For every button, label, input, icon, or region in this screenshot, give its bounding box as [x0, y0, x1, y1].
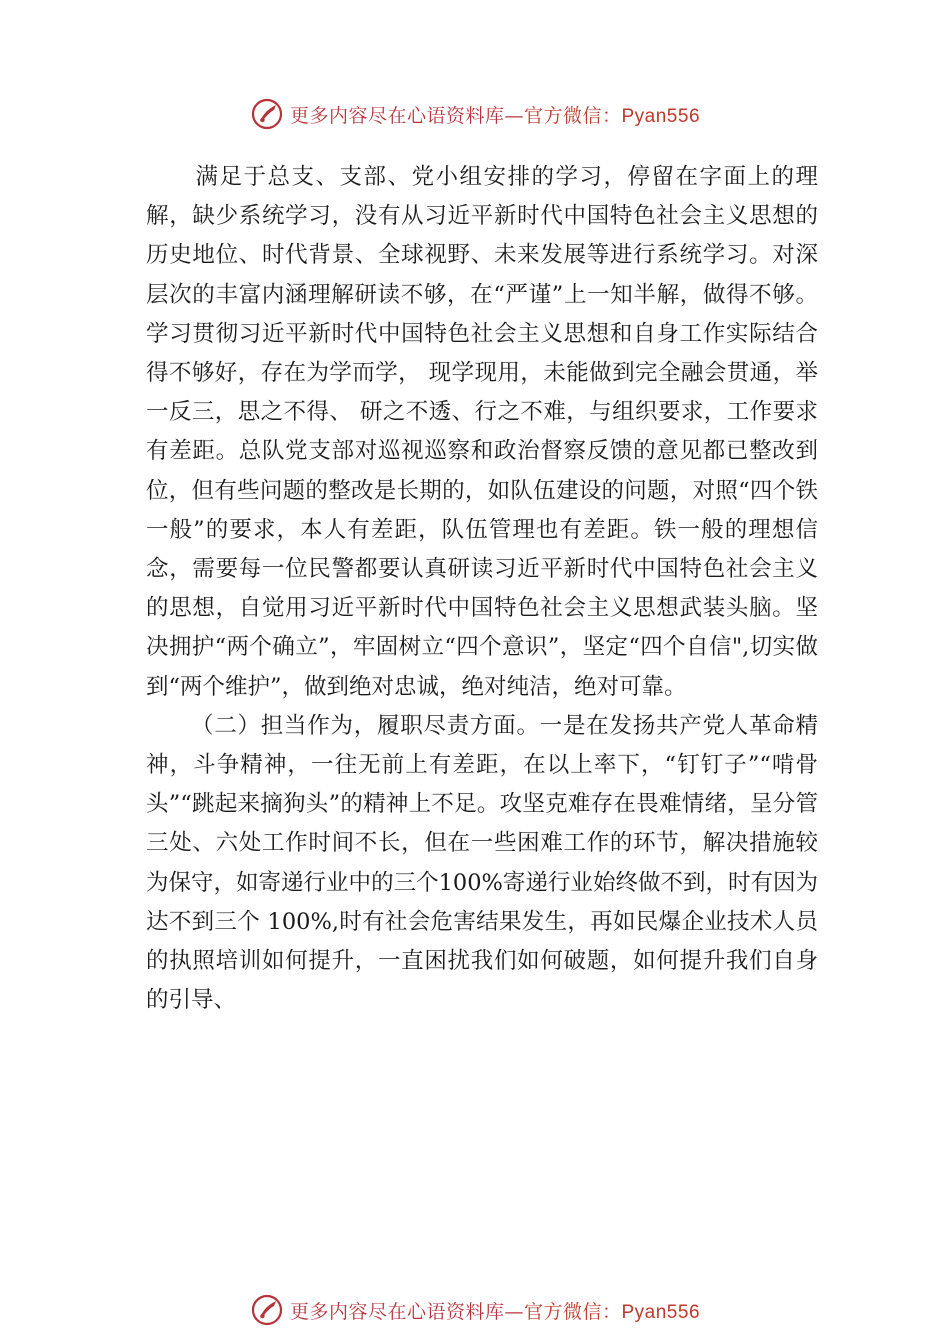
banner-text [290, 101, 700, 128]
banner-separator: — [504, 1300, 524, 1323]
banner-title: 更多内容尽在心语资料库 [289, 104, 505, 127]
paragraph-2: （二）担当作为，履职尽责方面。一是在发扬共产党人革命精神，斗争精神，一往无前上有差距，在以上率下，“钉钉子”“啃骨头”“跳起来摘狗头”的精神上不足。攻坚克难存在畏难情绪，呈分管三处、六处工作时间不长，但在一些困难工作的环节，解决措施较为保守，如寄递行业中的三个100%寄递行业始终做不到，时有因为达不到三个 100%,时有社会危害结果发生，再如民爆企业技术人员的执照培训如何提升，一直困扰我们如何破题，如何提升我们自身的引导、 [146, 712, 818, 1014]
paragraph-1: 满足于总支、支部、党小组安排的学习，停留在字面上的理解，缺少系统学习，没有从习近平新时代中国特色社会主义思想的历史地位、时代背景、全球视野、未来发展等进行系统学习。对深层次的丰富内涵理解研读不够，在“严谨”上一知半解，做得不够。学习贯彻习近平新时代中国特色社会主义思想和自身工作实际结合得不够好，存在为学而学， 现学现用，未能做到完全融会贯通，举一反三，思之不得、 研之不透、行之不难，与组织要求，工作要求有差距。总队党支部对巡视巡察和政治督察反馈的意见都已整改到位，但有些问题的整改是长期的，如队伍建设的问题，对照“四个铁一般”的要求，本人有差距，队伍管理也有差距。铁一般的理想信念，需要每一位民警都要认真研读习近平新时代中国特色社会主义的思想，自觉用习近平新时代中国特色社会主义思想武装头脑。坚决拥护“两个确立”，牢固树立“四个意识”，坚定“四个自信",切实做到“两个维护”，做到绝对忠诚，绝对纯洁，绝对可靠。 [146, 164, 818, 700]
footer-banner [0, 1290, 950, 1330]
banner-separator: — [504, 104, 524, 127]
banner-text [290, 1297, 700, 1324]
banner-title: 更多内容尽在心语资料库 [289, 1300, 505, 1323]
ink-pen-seal-icon [250, 1293, 284, 1327]
header-banner [0, 94, 950, 134]
banner-wechat: 官方微信：Pyan556 [524, 1301, 701, 1323]
banner-wechat: 官方微信：Pyan556 [524, 105, 701, 127]
document-body [146, 158, 818, 1020]
ink-pen-seal-icon [250, 97, 284, 131]
